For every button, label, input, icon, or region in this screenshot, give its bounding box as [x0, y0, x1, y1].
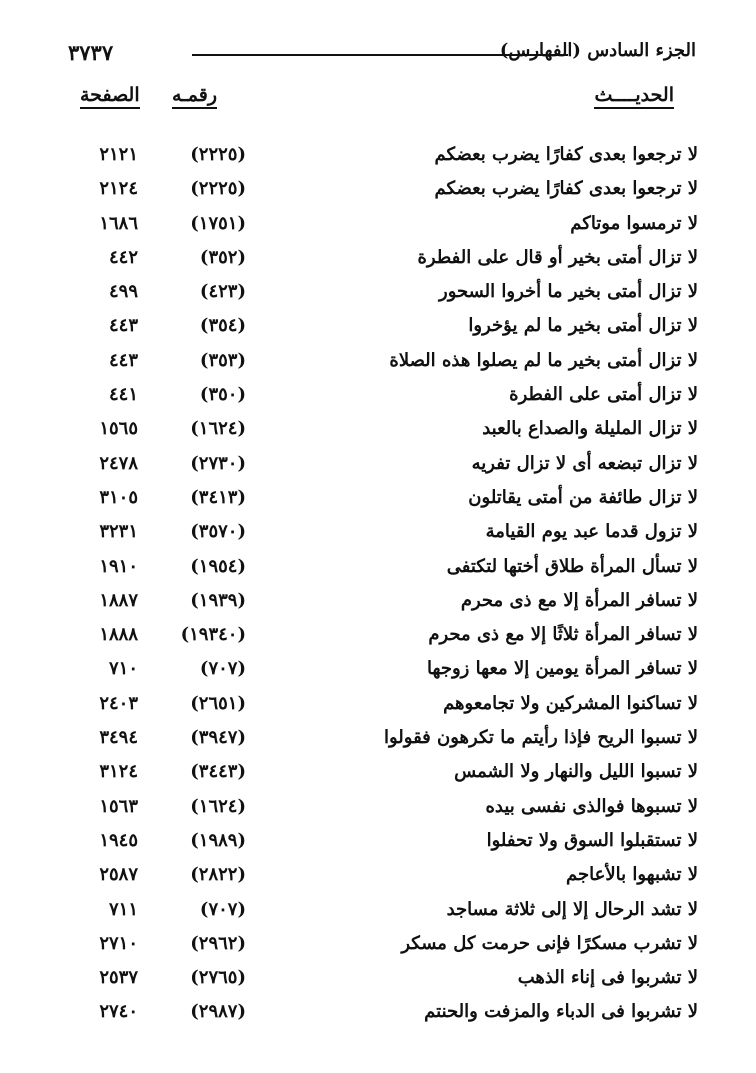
row-page-number: ٧١١	[108, 898, 138, 920]
row-hadith-text: لا تزال تبضعه أى لا تزال تفريه	[471, 452, 698, 474]
row-page-number: ١٦٨٦	[99, 212, 138, 234]
row-hadith-number: (٣٤١٣)	[190, 486, 246, 508]
row-hadith-number: (١٦٢٤)	[190, 795, 246, 817]
row-page-number: ٢١٢١	[99, 144, 138, 165]
index-row	[60, 515, 698, 549]
row-hadith-text: لا تزال أمتى على الفطرة	[509, 384, 698, 406]
row-hadith-number: (١٩٥٤)	[190, 555, 246, 577]
row-hadith-text: لا تسافر المرأة ثلاثًا إلا مع ذى محرم	[428, 624, 698, 646]
index-row	[60, 824, 698, 858]
page-number: ٣٧٣٧	[68, 40, 114, 65]
index-row	[60, 309, 698, 343]
index-row	[60, 207, 698, 241]
row-hadith-text: لا ترجعوا بعدى كفارًا يضرب بعضكم	[434, 178, 698, 200]
row-page-number: ٤٤٣	[108, 315, 138, 337]
index-row	[60, 652, 698, 686]
index-row	[60, 790, 698, 824]
row-hadith-text: لا تزال أمتى بخير أو قال على الفطرة	[417, 246, 698, 268]
row-hadith-text: لا تزال أمتى بخير ما أخروا السحور	[439, 281, 698, 303]
index-row	[60, 275, 698, 309]
row-hadith-number: (٢٧٦٥)	[190, 967, 246, 989]
row-hadith-number: (٣٥٣)	[199, 349, 246, 371]
row-page-number: ٢٤٠٣	[99, 692, 138, 714]
row-hadith-number: (٢٩٦٢)	[190, 932, 246, 954]
row-hadith-text: لا تسبوها فوالذى نفسى بيده	[485, 795, 698, 817]
row-hadith-number: (٣٤٤٣)	[190, 761, 246, 783]
row-hadith-text: لا تشد الرحال إلا إلى ثلاثة مساجد	[446, 898, 698, 920]
row-hadith-number: (١٩٨٩)	[190, 829, 246, 851]
row-hadith-text: لا تشرب مسكرًا فإنى حرمت كل مسكر	[401, 932, 698, 954]
row-page-number: ٧١٠	[108, 658, 138, 680]
index-row	[60, 378, 698, 412]
row-hadith-number: (٣٥٢)	[199, 246, 246, 268]
row-page-number: ٣٢٣١	[99, 521, 138, 543]
row-hadith-number: (٢٩٨٧)	[190, 1001, 246, 1023]
row-hadith-number: (١٩٣٩)	[190, 589, 246, 611]
index-row	[60, 241, 698, 275]
row-hadith-text: لا تسأل المرأة طلاق أختها لتكتفى	[446, 555, 698, 577]
row-hadith-number: (١٧٥١)	[190, 212, 246, 234]
row-page-number: ٣١٢٤	[99, 761, 138, 783]
row-page-number: ٤٤١	[108, 384, 138, 406]
row-hadith-text: لا تسافر المرأة يومين إلا معها زوجها	[427, 658, 698, 680]
row-hadith-number: (١٦٢٤)	[190, 418, 246, 440]
row-hadith-text: لا تزال أمتى بخير ما لم يصلوا هذه الصلاة	[389, 349, 698, 371]
row-page-number: ٤٤٣	[108, 349, 138, 371]
row-page-number: ٢١٢٤	[99, 178, 138, 200]
row-hadith-text: لا تزول قدما عبد يوم القيامة	[485, 521, 698, 543]
row-hadith-text: لا تسبوا الليل والنهار ولا الشمس	[454, 761, 698, 783]
row-page-number: ١٨٨٧	[99, 589, 138, 611]
index-row	[60, 447, 698, 481]
row-hadith-text: لا تسافر المرأة إلا مع ذى محرم	[460, 589, 698, 611]
index-row	[60, 584, 698, 618]
row-page-number: ٣١٠٥	[99, 486, 138, 508]
index-row	[60, 481, 698, 515]
column-heading-page: الصفحة	[80, 84, 140, 109]
row-hadith-number: (٢٨٢٢)	[190, 864, 246, 886]
row-page-number: ٢٥٨٧	[99, 864, 138, 886]
row-page-number: ١٩١٠	[99, 555, 138, 577]
row-hadith-number: (٧٠٧)	[199, 658, 246, 680]
index-row	[60, 858, 698, 892]
index-row	[60, 687, 698, 721]
running-title: الجزء السادس (الفهارس)	[499, 40, 696, 61]
row-hadith-number: (٢٢٢٥)	[190, 178, 246, 200]
row-page-number: ٢٤٧٨	[99, 452, 138, 474]
index-row	[60, 927, 698, 961]
row-hadith-number: (٢٢٢٥)	[190, 144, 246, 165]
row-page-number: ٢٥٣٧	[99, 967, 138, 989]
index-row	[60, 344, 698, 378]
row-hadith-number: (٣٥٧٠)	[190, 521, 246, 543]
row-hadith-text: لا تزال المليلة والصداع بالعبد	[482, 418, 698, 440]
hadith-index-list	[60, 138, 698, 1030]
row-hadith-text: لا تزال أمتى بخير ما لم يؤخروا	[468, 315, 698, 337]
index-row	[60, 172, 698, 206]
index-row	[60, 961, 698, 995]
row-hadith-text: لا تستقبلوا السوق ولا تحفلوا	[486, 829, 698, 851]
index-row	[60, 412, 698, 446]
row-hadith-number: (٤٢٣)	[199, 281, 246, 303]
column-heading-number: رقمـه	[172, 84, 217, 109]
row-hadith-text: لا تشربوا فى إناء الذهب	[517, 967, 698, 989]
row-page-number: ١٥٦٣	[99, 795, 138, 817]
row-hadith-number: (١٩٣٤٠)	[180, 624, 246, 646]
row-hadith-text: لا ترجعوا بعدى كفارًا يضرب بعضكم	[434, 144, 698, 165]
row-page-number: ٢٧٤٠	[99, 1001, 138, 1023]
row-page-number: ٤٤٢	[108, 246, 138, 268]
column-headings	[60, 84, 698, 114]
index-row	[60, 995, 698, 1029]
row-hadith-text: لا تسبوا الريح فإذا رأيتم ما تكرهون فقولوا	[383, 727, 698, 749]
row-hadith-number: (٢٧٣٠)	[190, 452, 246, 474]
row-page-number: ١٨٨٨	[99, 624, 138, 646]
index-row	[60, 721, 698, 755]
row-hadith-text: لا تشربوا فى الدباء والمزفت والحنتم	[424, 1001, 698, 1023]
index-row	[60, 893, 698, 927]
row-hadith-text: لا تساكنوا المشركين ولا تجامعوهم	[443, 692, 698, 714]
index-row	[60, 550, 698, 584]
row-page-number: ١٩٤٥	[99, 829, 138, 851]
running-header	[60, 38, 698, 68]
row-hadith-number: (٣٥٤)	[199, 315, 246, 337]
row-hadith-number: (٣٥٠)	[199, 384, 246, 406]
row-hadith-text: لا تشبهوا بالأعاجم	[566, 864, 698, 886]
row-page-number: ٢٧١٠	[99, 932, 138, 954]
index-row	[60, 755, 698, 789]
index-row	[60, 138, 698, 172]
row-hadith-number: (٢٦٥١)	[190, 692, 246, 714]
row-hadith-number: (٧٠٧)	[199, 898, 246, 920]
row-page-number: ٤٩٩	[108, 281, 138, 303]
row-hadith-number: (٣٩٤٧)	[190, 727, 246, 749]
row-hadith-text: لا تزال طائفة من أمتى يقاتلون	[468, 486, 698, 508]
row-hadith-text: لا ترمسوا موتاكم	[570, 212, 698, 234]
row-page-number: ١٥٦٥	[99, 418, 138, 440]
row-page-number: ٣٤٩٤	[99, 727, 138, 749]
index-row	[60, 618, 698, 652]
column-heading-hadith: الحديــــث	[594, 84, 674, 109]
